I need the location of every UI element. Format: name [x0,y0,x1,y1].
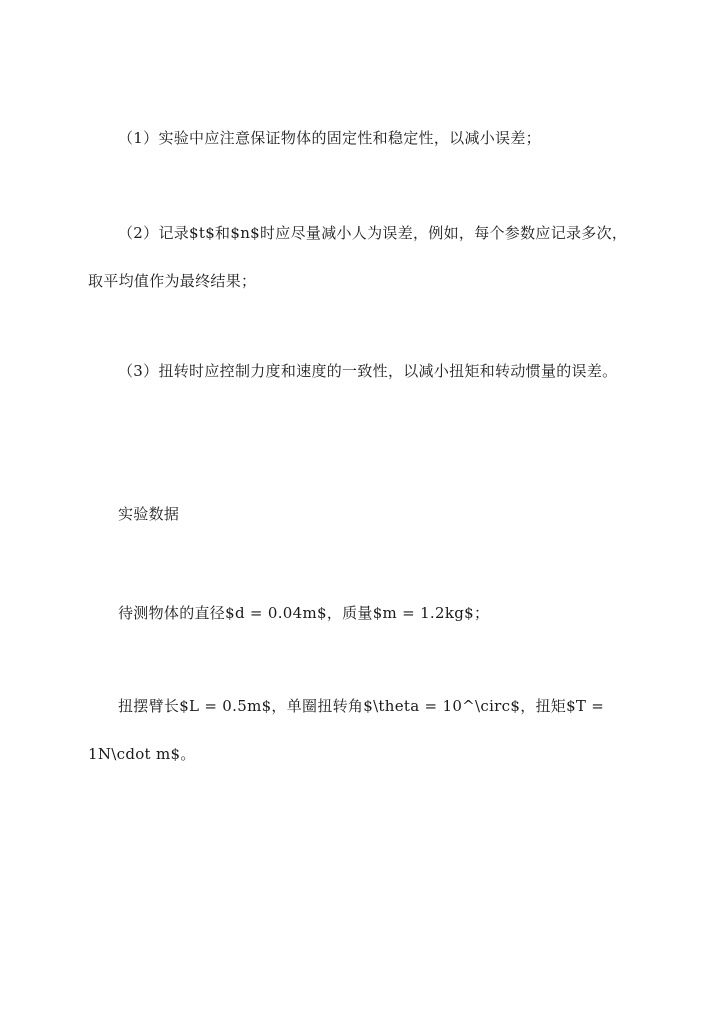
data-line-pendulum: 扭摆臂长$L = 0.5m$，单圈扭转角$\theta = 10^\circ$，扭矩$T = 1N\cdot m$。 [88,697,605,763]
section-heading: 实验数据 [118,505,180,523]
note-item-1: （1）实验中应注意保证物体的固定性和稳定性，以减小误差； [118,129,541,147]
data-line-specimen: 待测物体的直径$d = 0.04m$，质量$m = 1.2kg$； [118,604,490,622]
note-item-2: （2）记录$t$和$n$时应尽量减小人为误差，例如，每个参数应记录多次，取平均值作为最终结果； [88,224,628,290]
note-item-3: （3）扭转时应控制力度和速度的一致性，以减小扭矩和转动惯量的误差。 [118,362,618,380]
